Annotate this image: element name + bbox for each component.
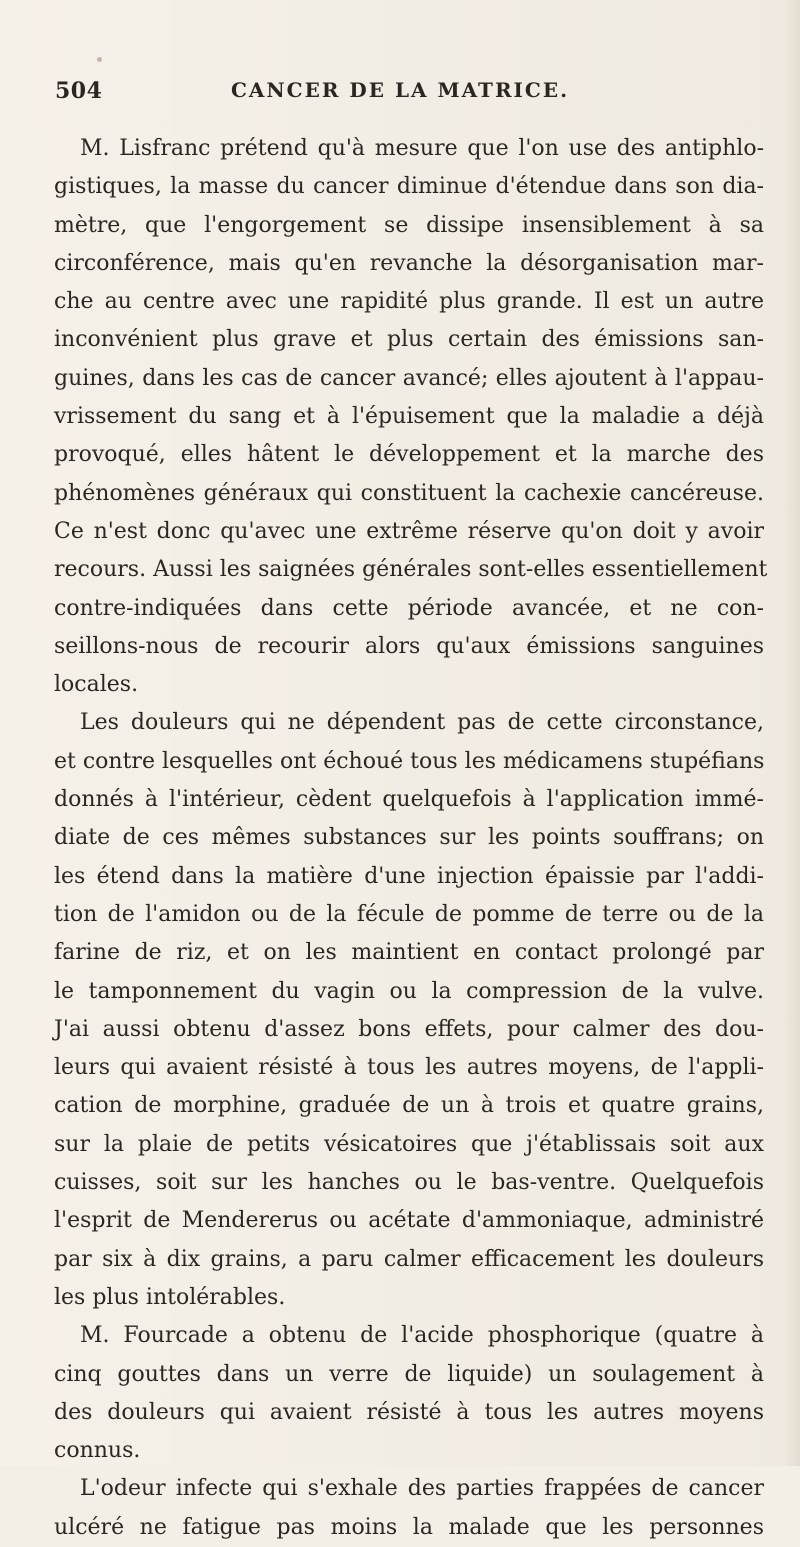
text-line: le tamponnement du vagin ou la compression de la vulve. [54,978,764,1004]
text-line: sur la plaie de petits vésicatoires que j'établissais soit aux [54,1131,764,1157]
text-line: par six à dix grains, a paru calmer efficacement les douleurs [54,1246,764,1272]
text-line: cation de morphine, graduée de un à trois et quatre grains, [54,1093,764,1119]
text-line: tion de l'amidon ou de la fécule de pomme de terre ou de la [54,901,764,927]
page-number: 504 [55,78,103,104]
text-line: provoqué, elles hâtent le développement et la marche des [54,442,764,468]
text-line: ulcéré ne fatigue pas moins la malade que les personnes [54,1514,764,1540]
text-line: che au centre avec une rapidité plus grande. Il est un autre [54,289,764,315]
text-line: M. Fourcade a obtenu de l'acide phosphorique (quatre à [80,1323,764,1349]
text-line: Les douleurs qui ne dépendent pas de cette circonstance, [80,710,764,736]
body-text [54,130,768,1547]
text-line: seillons-nous de recourir alors qu'aux émissions sanguines [54,633,764,659]
text-line: contre-indiquées dans cette période avancée, et ne con- [54,595,764,621]
text-line: circonférence, mais qu'en revanche la désorganisation mar- [54,250,764,276]
paper-speck [97,57,102,62]
text-line: J'ai aussi obtenu d'assez bons effets, pour calmer des dou- [54,1016,764,1042]
text-line: phénomènes généraux qui constituent la cachexie cancéreuse. [54,480,764,506]
text-line: les étend dans la matière d'une injection épaissie par l'addi- [54,863,764,889]
text-line: et contre lesquelles ont échoué tous les médicamens stupéfians [54,748,765,774]
text-line: les plus intolérables. [54,1284,286,1310]
text-line: l'esprit de Mendererus ou acétate d'ammoniaque, administré [54,1208,764,1234]
text-line: des douleurs qui avaient résisté à tous les autres moyens [54,1399,764,1425]
text-line: L'odeur infecte qui s'exhale des parties frappées de cancer [80,1476,764,1502]
text-line: gistiques, la masse du cancer diminue d'étendue dans son dia- [54,174,764,200]
text-line: guines, dans les cas de cancer avancé; elles ajoutent à l'appau- [54,365,764,391]
text-line: cuisses, soit sur les hanches ou le bas-ventre. Quelquefois [54,1170,764,1196]
text-line: M. Lisfranc prétend qu'à mesure que l'on use des antiphlo- [80,136,764,161]
text-line: locales. [54,672,139,698]
text-line: leurs qui avaient résisté à tous les autres moyens, de l'appli- [54,1055,764,1081]
text-line: cinq gouttes dans un verre de liquide) un soulagement à [54,1361,764,1387]
text-line: farine de riz, et on les maintient en contact prolongé par [54,940,764,966]
text-line: inconvénient plus grave et plus certain des émissions san- [54,327,764,353]
page-header [0,70,800,110]
text-line: connus. [54,1438,141,1464]
text-line: recours. Aussi les saignées générales sont-elles essentiellement [54,557,768,583]
text-line: Ce n'est donc qu'avec une extrême réserve qu'on doit y avoir [54,518,764,544]
text-line: mètre, que l'engorgement se dissipe insensiblement à sa [54,212,764,238]
running-title: CANCER DE LA MATRICE. [230,78,570,102]
page-edge-shadow [782,0,800,1466]
text-line: diate de ces mêmes substances sur les points souffrans; on [54,825,764,851]
text-line: donnés à l'intérieur, cèdent quelquefois à l'application immé- [54,787,764,813]
text-line: vrissement du sang et à l'épuisement que la maladie a déjà [54,404,764,430]
